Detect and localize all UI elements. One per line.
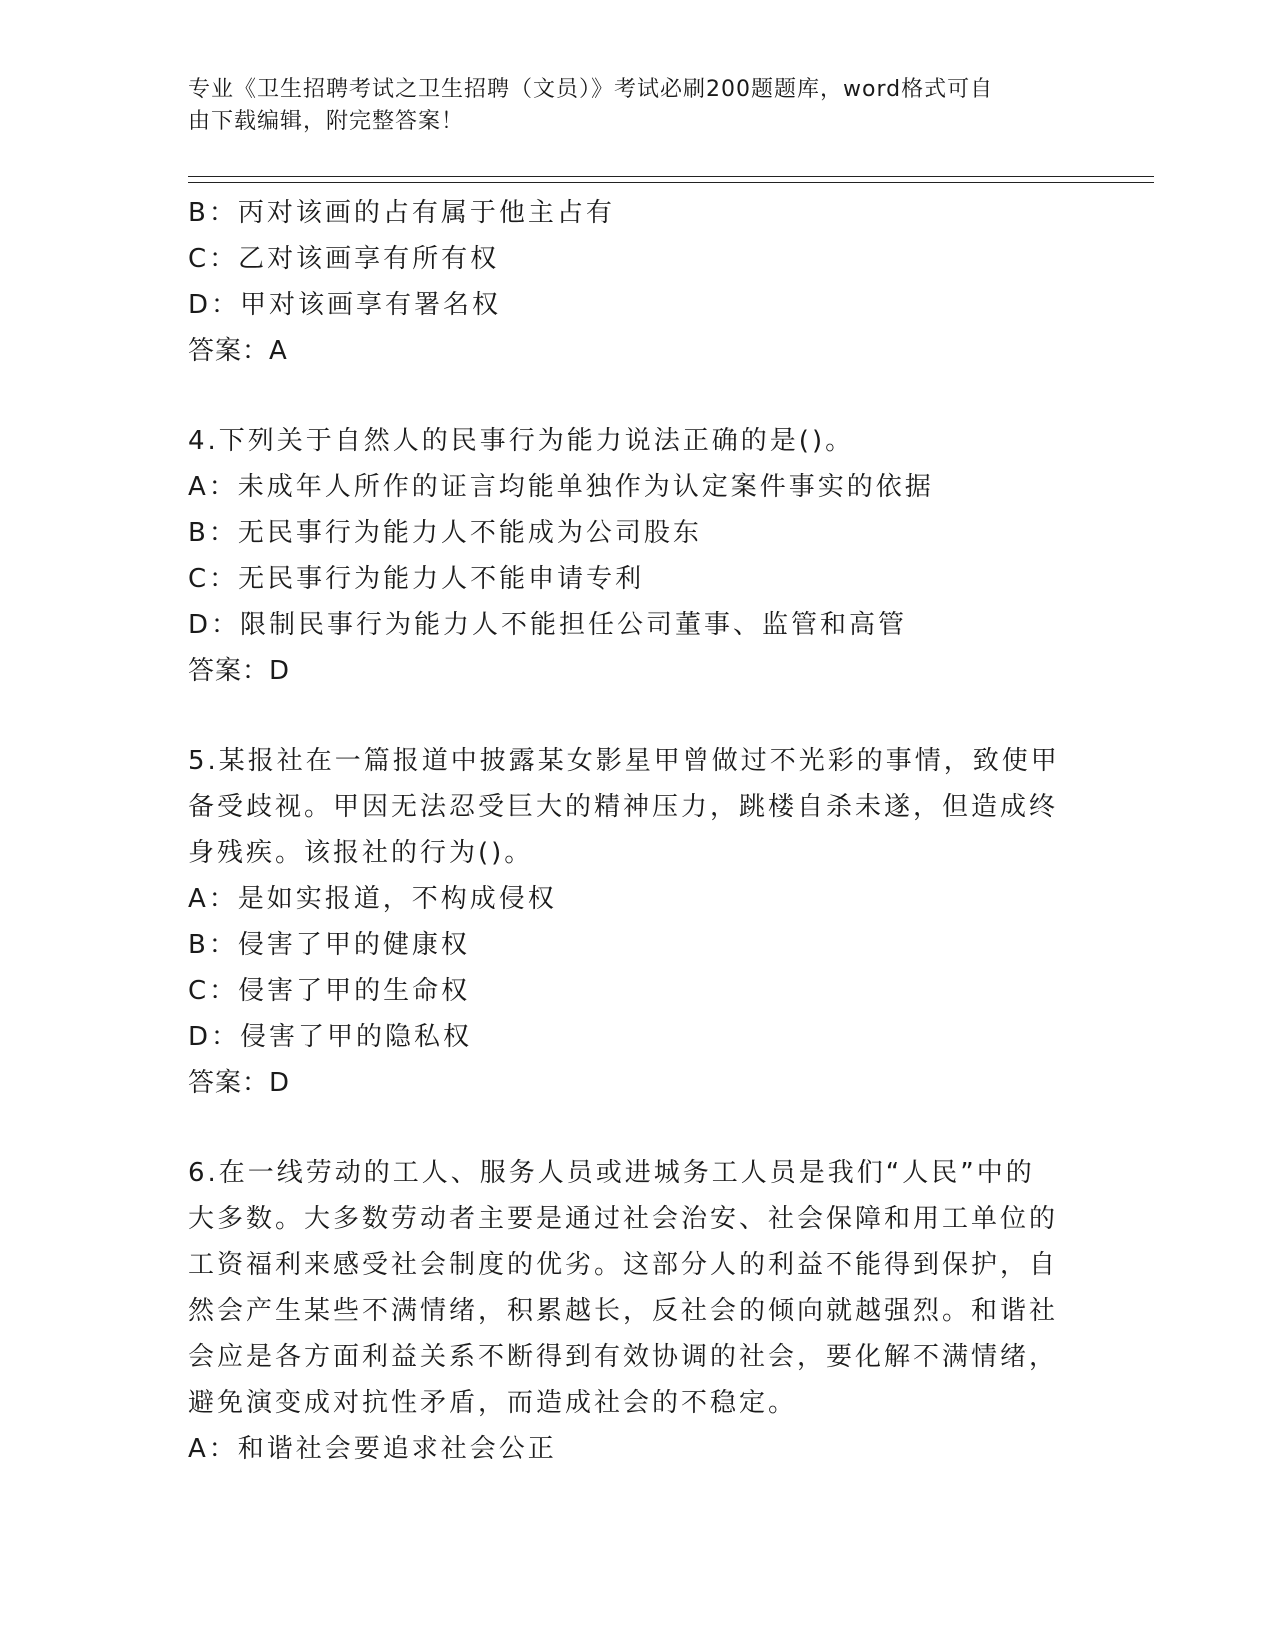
option-d: D：甲对该画享有署名权 bbox=[188, 290, 502, 320]
question-stem-line: 5.某报社在一篇报道中披露某女影星甲曾做过不光彩的事情，致使甲 bbox=[188, 746, 1060, 776]
page-header bbox=[188, 74, 1068, 138]
question-stem-line: 6.在一线劳动的工人、服务人员或进城务工人员是我们“人民”中的 bbox=[188, 1158, 1035, 1188]
option-c: C：乙对该画享有所有权 bbox=[188, 244, 500, 274]
question-stem-line: 大多数。大多数劳动者主要是通过社会治安、社会保障和用工单位的 bbox=[188, 1204, 1059, 1234]
spacer bbox=[188, 1106, 1078, 1150]
option-d: D：侵害了甲的隐私权 bbox=[188, 1022, 473, 1052]
option-b: B：侵害了甲的健康权 bbox=[188, 930, 470, 960]
question-3 bbox=[188, 190, 1078, 374]
question-5 bbox=[188, 738, 1078, 1106]
question-6 bbox=[188, 1150, 1078, 1472]
option-a: A：是如实报道，不构成侵权 bbox=[188, 884, 557, 914]
question-stem-line: 然会产生某些不满情绪，积累越长，反社会的倾向就越强烈。和谐社 bbox=[188, 1296, 1059, 1326]
question-stem: 4.下列关于自然人的民事行为能力说法正确的是()。 bbox=[188, 426, 855, 456]
question-stem-line: 避免演变成对抗性矛盾，而造成社会的不稳定。 bbox=[188, 1388, 798, 1418]
question-stem-line: 身残疾。该报社的行为()。 bbox=[188, 838, 534, 868]
option-a: A：未成年人所作的证言均能单独作为认定案件事实的依据 bbox=[188, 472, 934, 502]
option-a: A：和谐社会要追求社会公正 bbox=[188, 1434, 557, 1464]
question-stem-line: 备受歧视。甲因无法忍受巨大的精神压力，跳楼自杀未遂，但造成终 bbox=[188, 792, 1059, 822]
option-c: C：侵害了甲的生命权 bbox=[188, 976, 471, 1006]
answer: 答案：D bbox=[188, 1068, 291, 1098]
spacer bbox=[188, 694, 1078, 738]
header-divider-bottom bbox=[188, 182, 1154, 183]
header-line-2: 由下载编辑，附完整答案！ bbox=[188, 109, 465, 134]
answer: 答案：A bbox=[188, 336, 288, 366]
question-list bbox=[188, 190, 1078, 1472]
question-stem-line: 会应是各方面利益关系不断得到有效协调的社会，要化解不满情绪， bbox=[188, 1342, 1059, 1372]
question-stem-line: 工资福利来感受社会制度的优劣。这部分人的利益不能得到保护，自 bbox=[188, 1250, 1059, 1280]
option-d: D：限制民事行为能力人不能担任公司董事、监管和高管 bbox=[188, 610, 908, 640]
option-c: C：无民事行为能力人不能申请专利 bbox=[188, 564, 645, 594]
header-divider-top bbox=[188, 176, 1154, 177]
answer: 答案：D bbox=[188, 656, 291, 686]
option-b: B：丙对该画的占有属于他主占有 bbox=[188, 198, 615, 228]
spacer bbox=[188, 374, 1078, 418]
header-line-1: 专业《卫生招聘考试之卫生招聘（文员）》考试必刷200题题库，word格式可自 bbox=[188, 77, 994, 102]
option-b: B：无民事行为能力人不能成为公司股东 bbox=[188, 518, 702, 548]
question-4 bbox=[188, 418, 1078, 694]
